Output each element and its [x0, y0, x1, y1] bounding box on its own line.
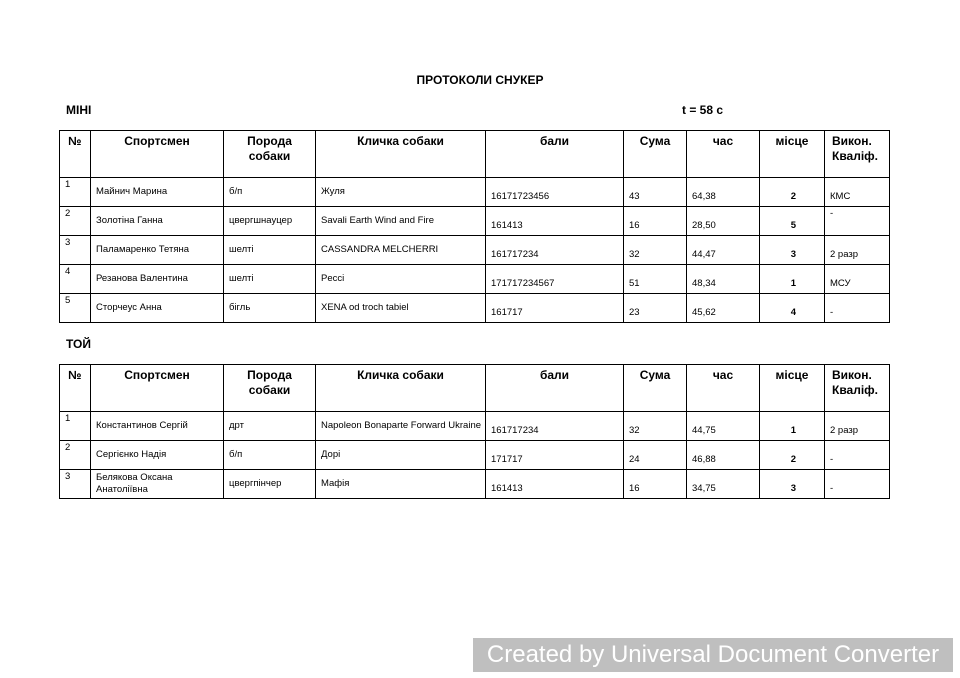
cell-breed: цвергпінчер: [224, 470, 316, 499]
document-title: ПРОТОКОЛИ СНУКЕР: [416, 73, 544, 87]
cell-points: 171717: [486, 441, 624, 470]
cell-points: 16171723456: [486, 178, 624, 207]
header-sum: Сума: [624, 131, 687, 178]
cell-num: 2: [60, 441, 91, 470]
cell-dog: Мафія: [316, 470, 486, 499]
cell-time: 44,47: [687, 236, 760, 265]
cell-num: 4: [60, 265, 91, 294]
header-breed: Порода собаки: [224, 131, 316, 178]
header-place: місце: [760, 365, 825, 412]
table-row: [60, 207, 890, 236]
section-label-mini: МІНІ: [66, 103, 92, 117]
cell-breed: б/п: [224, 441, 316, 470]
table-row: [60, 412, 890, 441]
cell-athlete: Резанова Валентина: [91, 265, 224, 294]
header-time: час: [687, 131, 760, 178]
time-limit-note: t = 58 с: [682, 103, 724, 117]
cell-athlete: Белякова Оксана Анатоліївна: [91, 470, 224, 499]
cell-athlete: Константинов Сергій: [91, 412, 224, 441]
cell-points: 161717234: [486, 412, 624, 441]
results-table-mini: [59, 130, 890, 323]
cell-dog: Pессі: [316, 265, 486, 294]
cell-breed: шелті: [224, 265, 316, 294]
cell-num: 3: [60, 470, 91, 499]
cell-dog: Napoleon Bonaparte Forward Ukraine: [316, 412, 486, 441]
cell-num: 5: [60, 294, 91, 323]
cell-qualification: -: [825, 470, 890, 499]
cell-breed: шелті: [224, 236, 316, 265]
header-points: бали: [486, 131, 624, 178]
header-dog: Кличка собаки: [316, 365, 486, 412]
cell-qualification: 2 разр: [825, 236, 890, 265]
cell-points: 161413: [486, 470, 624, 499]
cell-breed: цвергшнауцер: [224, 207, 316, 236]
cell-place: 5: [760, 207, 825, 236]
cell-points: 161413: [486, 207, 624, 236]
cell-time: 34,75: [687, 470, 760, 499]
cell-time: 46,88: [687, 441, 760, 470]
cell-place: 3: [760, 470, 825, 499]
cell-place: 4: [760, 294, 825, 323]
header-athlete: Спортсмен: [91, 131, 224, 178]
table-header-row: [60, 131, 890, 178]
cell-qualification: -: [825, 441, 890, 470]
header-num: №: [60, 131, 91, 178]
cell-athlete: Сергієнко Надія: [91, 441, 224, 470]
header-breed: Порода собаки: [224, 365, 316, 412]
cell-sum: 32: [624, 236, 687, 265]
cell-qualification: КМС: [825, 178, 890, 207]
header-qualification: Викон. Кваліф.: [825, 131, 890, 178]
cell-points: 171717234567: [486, 265, 624, 294]
cell-qualification: -: [825, 294, 890, 323]
table-row: [60, 441, 890, 470]
header-time: час: [687, 365, 760, 412]
table-row: [60, 236, 890, 265]
cell-qualification: МСУ: [825, 265, 890, 294]
cell-breed: б/п: [224, 178, 316, 207]
cell-time: 45,62: [687, 294, 760, 323]
header-points: бали: [486, 365, 624, 412]
cell-breed: бігль: [224, 294, 316, 323]
table-row: [60, 470, 890, 499]
cell-points: 161717234: [486, 236, 624, 265]
cell-qualification: -: [825, 207, 890, 236]
table-header-row: [60, 365, 890, 412]
header-athlete: Спортсмен: [91, 365, 224, 412]
cell-athlete: Паламаренко Тетяна: [91, 236, 224, 265]
cell-athlete: Сторчеус Анна: [91, 294, 224, 323]
cell-athlete: Золотіна Ганна: [91, 207, 224, 236]
cell-dog: CASSANDRA MELCHERRI: [316, 236, 486, 265]
cell-points: 161717: [486, 294, 624, 323]
cell-place: 2: [760, 178, 825, 207]
cell-num: 1: [60, 412, 91, 441]
results-table-toy: [59, 364, 890, 499]
cell-place: 2: [760, 441, 825, 470]
cell-place: 3: [760, 236, 825, 265]
cell-qualification: 2 разр: [825, 412, 890, 441]
cell-time: 64,38: [687, 178, 760, 207]
cell-sum: 16: [624, 470, 687, 499]
cell-sum: 16: [624, 207, 687, 236]
watermark-banner: Created by Universal Document Converter: [473, 638, 953, 672]
section-label-toy: ТОЙ: [66, 337, 91, 351]
cell-dog: Savali Earth Wind and Fire: [316, 207, 486, 236]
cell-sum: 24: [624, 441, 687, 470]
cell-place: 1: [760, 412, 825, 441]
cell-num: 1: [60, 178, 91, 207]
table-row: [60, 294, 890, 323]
cell-sum: 51: [624, 265, 687, 294]
table-row: [60, 265, 890, 294]
cell-sum: 43: [624, 178, 687, 207]
cell-num: 2: [60, 207, 91, 236]
cell-dog: Жуля: [316, 178, 486, 207]
header-num: №: [60, 365, 91, 412]
cell-breed: дрт: [224, 412, 316, 441]
cell-dog: XENA od troch tabiel: [316, 294, 486, 323]
cell-dog: Дорі: [316, 441, 486, 470]
header-sum: Сума: [624, 365, 687, 412]
cell-time: 48,34: [687, 265, 760, 294]
cell-sum: 32: [624, 412, 687, 441]
cell-time: 28,50: [687, 207, 760, 236]
cell-num: 3: [60, 236, 91, 265]
cell-athlete: Майнич Марина: [91, 178, 224, 207]
cell-time: 44,75: [687, 412, 760, 441]
header-place: місце: [760, 131, 825, 178]
cell-place: 1: [760, 265, 825, 294]
cell-sum: 23: [624, 294, 687, 323]
header-dog: Кличка собаки: [316, 131, 486, 178]
header-qualification: Викон. Кваліф.: [825, 365, 890, 412]
table-row: [60, 178, 890, 207]
